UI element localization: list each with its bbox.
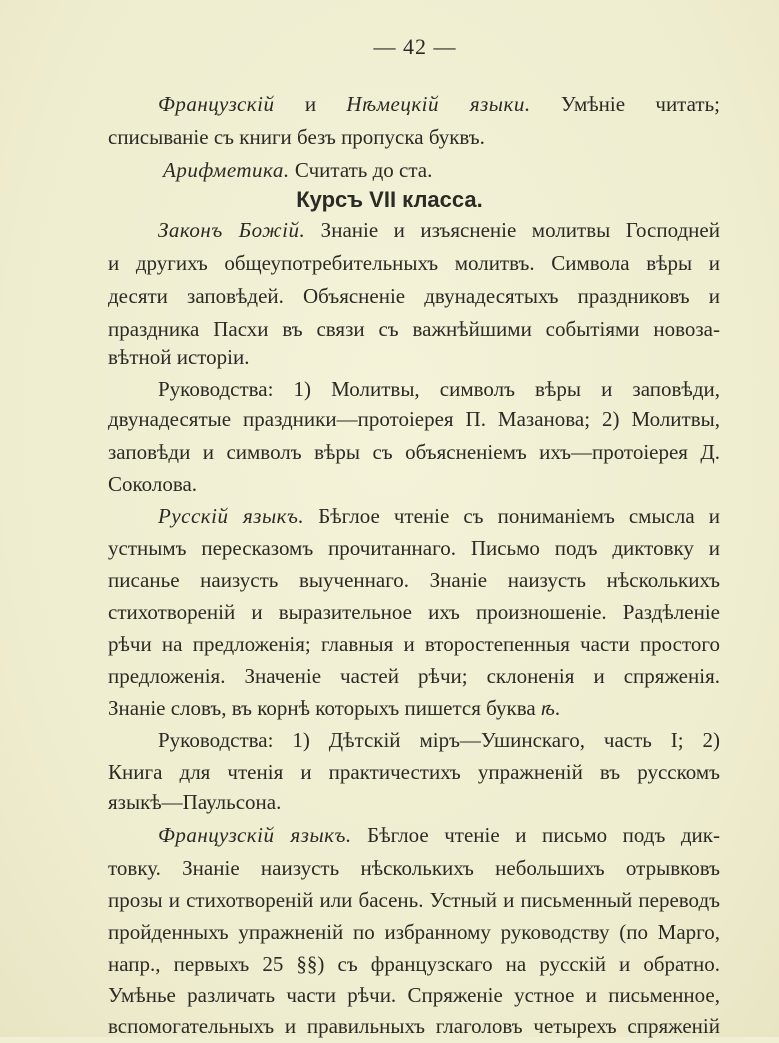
text-run: товку. Знаніе наизусть нѣсколькихъ небольшихъ отрывковъ [108,856,720,880]
text-run: и другихъ общеупотребительныхъ молитвъ. Символа вѣры и [108,251,720,275]
text-run: Умѣніе читать; [530,92,720,116]
italic-run: Нѣмецкій языки. [346,92,531,116]
text-line [108,948,720,981]
text-run: писанье наизусть выученнаго. Знаніе наизусть нѣсколькихъ [108,568,720,592]
text-run: языкѣ—Паульсона. [108,790,282,814]
text-run: десяти заповѣдей. Объясненіе двунадесятыхъ праздниковъ и [108,284,720,308]
italic-run: Арифметика. [163,158,290,182]
text-line [108,724,720,757]
text-line [108,596,720,629]
text-run: заповѣди и символъ вѣры съ объясненіемъ ихъ—протоіерея Д. [108,440,720,464]
text-run: напр., первыхъ 25 §§) съ французскаго на русскій и обратно. [108,952,720,976]
text-line [108,660,720,693]
text-run: предложенія. Значеніе частей рѣчи; склоненія и спряженія. [108,664,720,688]
italic-run: ѣ. [540,696,562,720]
text-line [108,121,720,154]
text-line [108,403,720,436]
text-run: Знаніе и изъясненіе молитвы Господней [305,218,720,242]
text-line [108,436,720,469]
text-run: списываніе съ книги безъ пропуска буквъ. [108,125,485,149]
text-line [108,500,720,533]
text-run: прозы и стихотвореній или басень. Устный и письменный переводъ [108,888,720,912]
page-number: — 42 — [373,34,457,59]
text-line [108,373,720,406]
text-run: Считать до ста. [289,158,433,182]
text-run: и [274,92,347,116]
text-line [108,692,720,725]
text-run: стихотвореній и выразительное ихъ произношеніе. Раздѣленіе [108,600,720,624]
italic-run: Французскій [158,92,275,116]
section-heading: Курсъ VII класса. [296,187,483,212]
italic-run: Русскій языкъ. [158,504,305,528]
text-line [108,468,720,501]
text-line [108,628,720,661]
text-line [108,819,720,852]
text-run: устнымъ пересказомъ прочитаннаго. Письмо подъ диктовку и [108,536,720,560]
text-line [108,884,720,917]
text-line [108,916,720,949]
text-run: праздника Пасхи въ связи съ важнѣйшими событіями новоза- [108,317,720,341]
text-run: рѣчи на предложенія; главныя и второстепенныя части простого [108,632,720,656]
text-line [108,341,720,374]
text-run: Бѣглое чтеніе и письмо подъ дик- [351,823,720,847]
text-run: двунадесятые праздники—протоіерея П. Мазанова; 2) Молитвы, [108,407,720,431]
text-run: Бѣглое чтеніе съ пониманіемъ смысла и [304,504,720,528]
text-line [108,979,720,1012]
text-run: Руководства: 1) Молитвы, символъ вѣры и заповѣди, [158,377,720,401]
text-line [108,247,720,280]
text-line [108,852,720,885]
text-run: Книга для чтенія и практичестихъ упражненій въ русскомъ [108,760,720,784]
text-line [108,756,720,789]
text-line [108,532,720,565]
text-line [108,564,720,597]
text-run: Соколова. [108,472,198,496]
text-run: вспомогательныхъ и правильныхъ глаголовъ четырехъ спряженій [108,1014,720,1038]
text-run: Знаніе словъ, въ корнѣ которыхъ пишется буква [108,696,541,720]
italic-run: Законъ Божій. [158,218,306,242]
text-run: вѣтной исторіи. [108,345,250,369]
text-line [108,214,720,247]
italic-run: Французскій языкъ. [158,823,352,847]
text-line [108,1010,720,1043]
text-line [108,786,720,819]
text-run: Умѣнье различать части рѣчи. Спряженіе устное и письменное, [108,983,720,1007]
text-run: Руководства: 1) Дѣтскій міръ—Ушинскаго, часть I; 2) [158,728,720,752]
text-run: пройденныхъ упражненій по избранному руководству (по Марго, [108,920,720,944]
text-line [108,280,720,313]
text-line [108,88,720,121]
